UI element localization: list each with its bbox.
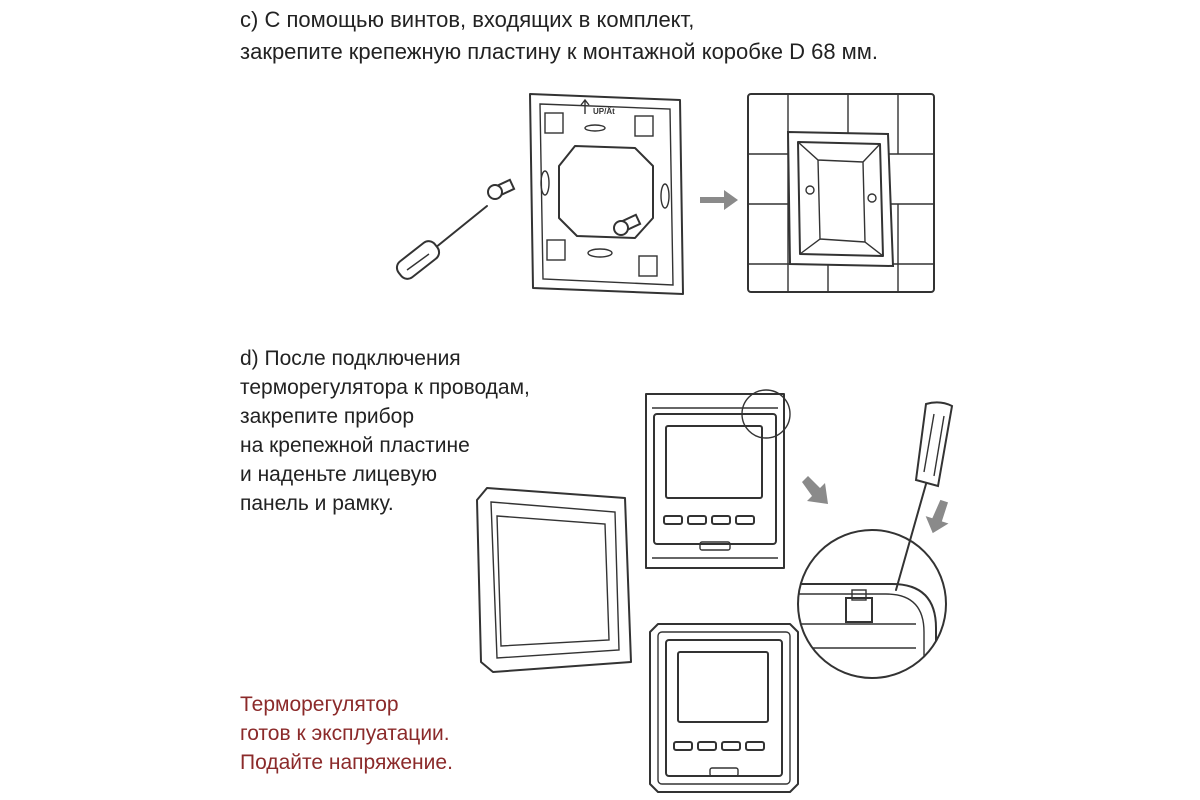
step-d-line-5: и наденьте лицевую	[240, 463, 437, 486]
thermostat-complete-figure	[648, 622, 800, 794]
screw-icon	[614, 215, 640, 235]
plate-up-label: UP/Ät	[593, 107, 615, 116]
step-d-line-3: закрепите прибор	[240, 405, 415, 428]
screw-icon	[488, 180, 514, 199]
wall-box-figure	[748, 94, 934, 292]
final-note-line-2: готов к эксплуатации.	[240, 722, 450, 745]
final-note-line-3: Подайте напряжение.	[240, 751, 453, 774]
step-c-line-2: закрепите крепежную пластину к монтажной коробке D 68 мм.	[240, 39, 879, 64]
thermostat-on-plate-figure	[640, 390, 790, 570]
final-note-line-1: Терморегулятор	[240, 693, 399, 716]
arrow-down-icon	[800, 476, 832, 508]
step-c-line-1: c) С помощью винтов, входящих в комплект,	[240, 7, 695, 32]
final-note	[240, 690, 453, 777]
screwdriver-icon	[880, 400, 960, 600]
mounting-plate-figure	[395, 88, 695, 303]
step-d-line-2: терморегулятора к проводам,	[240, 376, 530, 399]
arrow-right-icon	[700, 188, 740, 212]
frame-figure	[475, 486, 635, 676]
step-d-line-6: панель и рамку.	[240, 492, 394, 515]
step-c-instructions	[240, 4, 878, 68]
screwdriver-icon	[394, 206, 487, 282]
step-d-line-1: d) После подключения	[240, 347, 461, 370]
step-d-line-4: на крепежной пластине	[240, 434, 470, 457]
